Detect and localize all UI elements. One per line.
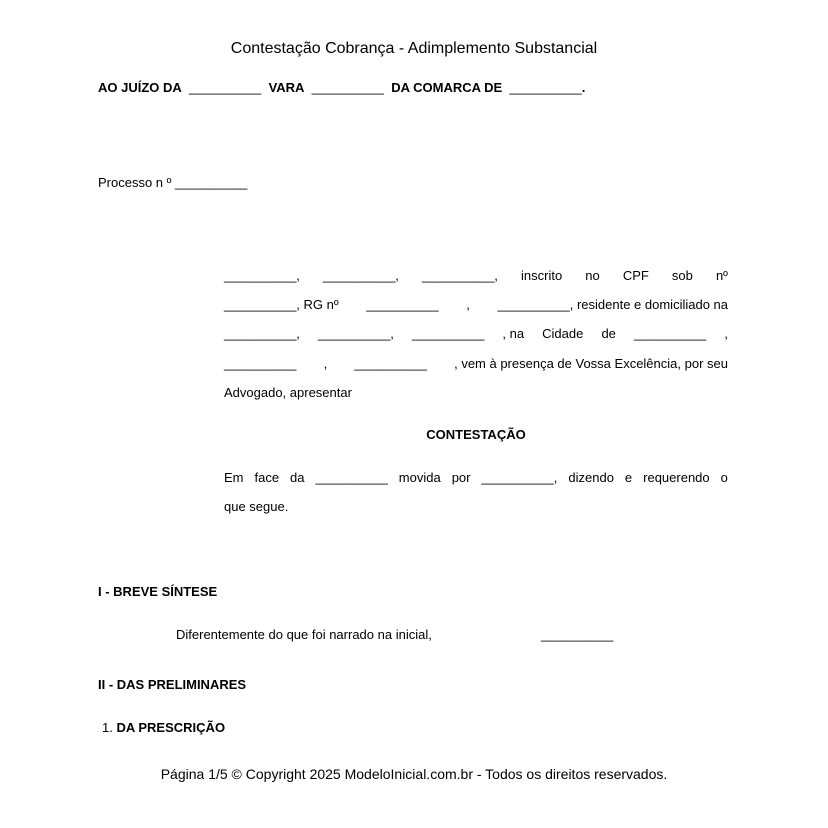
sintese-blank: __________	[541, 627, 614, 642]
court-prefix: AO JUÍZO DA	[98, 80, 182, 95]
word: e	[624, 470, 633, 485]
section-title-sintese: I - BREVE SÍNTESE	[98, 584, 218, 599]
qualification-line-3	[224, 326, 728, 341]
word: __________,	[224, 326, 300, 341]
word: da	[290, 470, 305, 485]
section-title-preliminares: II - DAS PRELIMINARES	[98, 677, 247, 692]
word: movida	[398, 470, 441, 485]
court-blank-juizo: __________	[189, 80, 262, 95]
word: __________	[224, 356, 297, 371]
word: ,	[466, 297, 470, 312]
word: ,	[724, 326, 728, 341]
court-vara: VARA	[268, 80, 305, 95]
word: o	[720, 470, 728, 485]
court-blank-comarca: __________	[509, 80, 582, 95]
page-footer: Página 1/5 © Copyright 2025 ModeloInicial.com.br - Todos os direitos reservados.	[160, 766, 668, 782]
word: , vem à presença de Vossa Excelência, por seu	[454, 356, 728, 371]
word: __________,	[323, 268, 399, 283]
word: , na	[502, 326, 525, 341]
court-address	[98, 80, 585, 95]
court-comarca: DA COMARCA DE	[391, 80, 503, 95]
court-blank-vara: __________	[311, 80, 384, 95]
word: por	[451, 470, 471, 485]
word: ,	[323, 356, 328, 371]
word: sob	[671, 268, 693, 283]
word: CPF	[622, 268, 649, 283]
word: face	[254, 470, 280, 485]
document-title: Contestação Cobrança - Adimplemento Substancial	[230, 40, 598, 57]
word: __________	[412, 326, 485, 341]
court-period: .	[581, 80, 586, 95]
qualification-line-1	[224, 268, 728, 283]
intro-line-1	[224, 470, 728, 485]
word: __________,	[318, 326, 394, 341]
word: __________,	[224, 268, 300, 283]
word: __________,	[422, 268, 498, 283]
processo-number: Processo n º __________	[98, 175, 248, 190]
subsection-number: 1.	[102, 720, 113, 735]
word: __________,	[481, 470, 558, 485]
word: __________	[354, 356, 427, 371]
word: __________	[633, 326, 707, 341]
word: requerendo	[643, 470, 710, 485]
qualification-line-2	[224, 297, 728, 312]
subsection-title: DA PRESCRIÇÃO	[116, 720, 226, 735]
qualification-line-4	[224, 356, 728, 371]
word: no	[585, 268, 600, 283]
word: __________	[366, 297, 439, 312]
contestacao-heading: CONTESTAÇÃO	[426, 427, 526, 442]
word: Em	[224, 470, 244, 485]
word: __________, residente e domiciliado na	[497, 297, 728, 312]
word: nº	[715, 268, 728, 283]
intro-line-2: que segue.	[224, 499, 289, 514]
word: __________, RG nº	[224, 297, 339, 312]
word: Cidade	[542, 326, 584, 341]
word: de	[601, 326, 616, 341]
word: dizendo	[568, 470, 614, 485]
sintese-text: Diferentemente do que foi narrado na inicial,	[176, 627, 432, 642]
word: __________	[315, 470, 388, 485]
word: inscrito	[521, 268, 563, 283]
qualification-line-5: Advogado, apresentar	[224, 385, 352, 400]
subsection-prescricao	[102, 720, 225, 735]
